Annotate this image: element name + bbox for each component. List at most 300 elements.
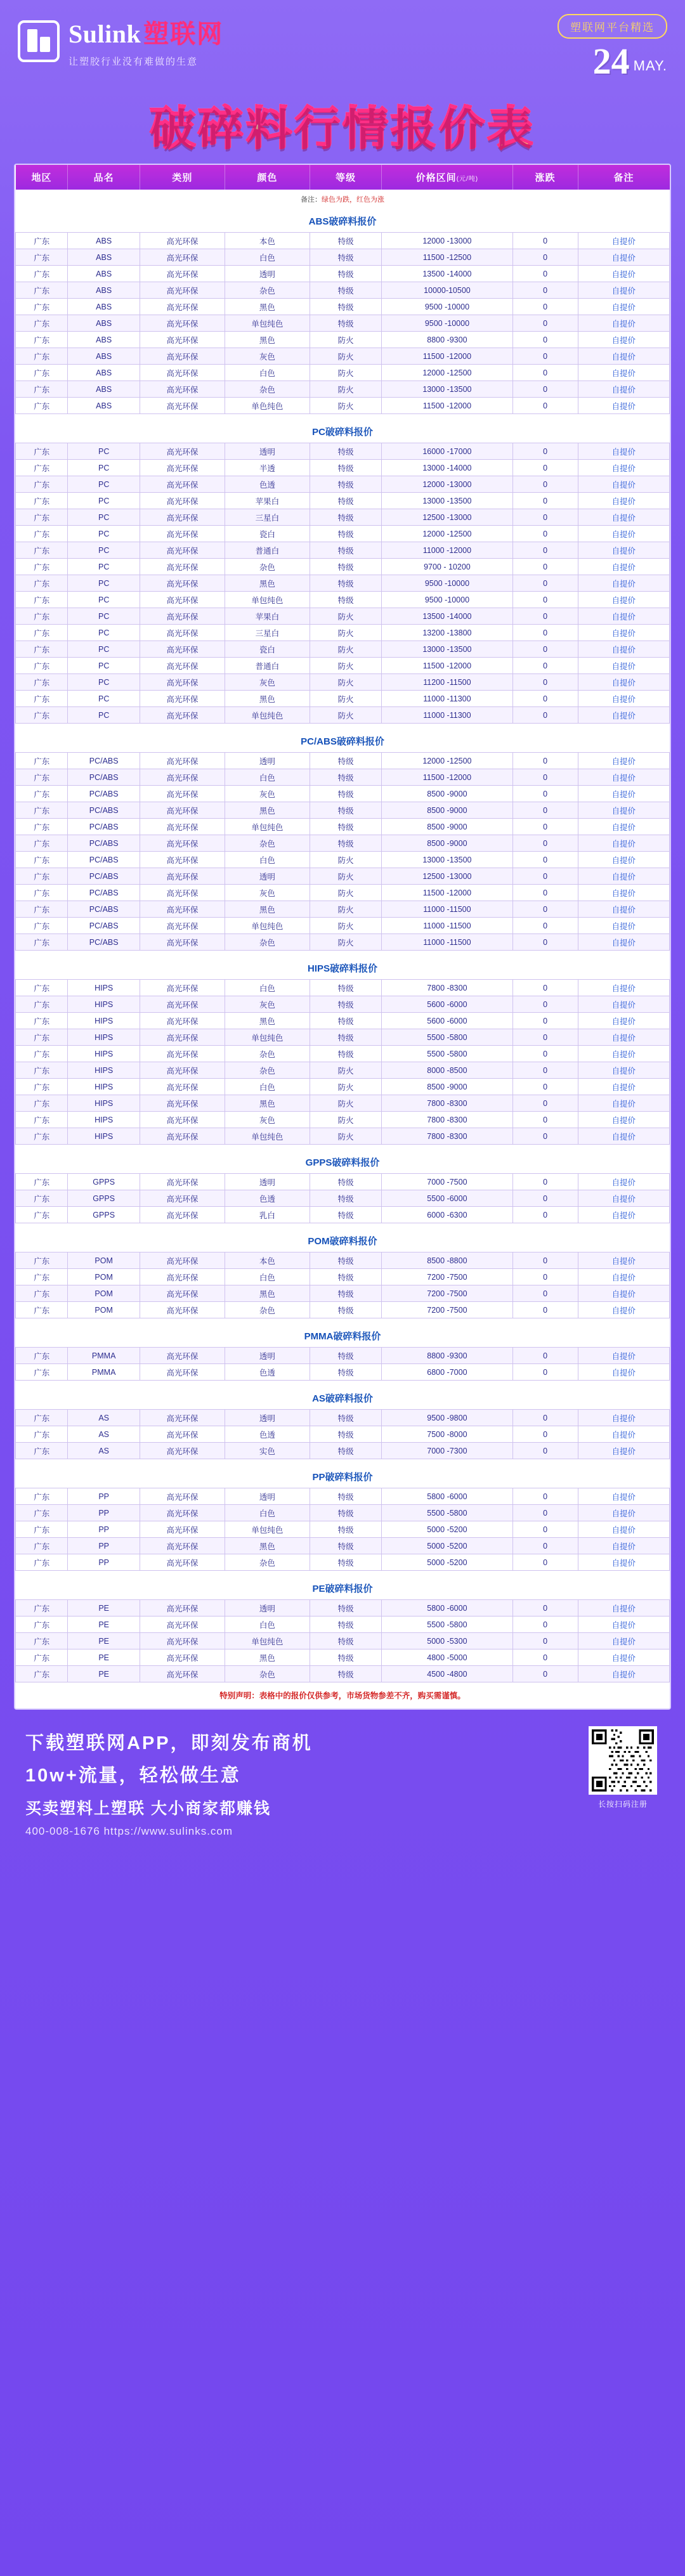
cell-region: 广东 [16, 542, 68, 559]
cell-grade: 防火 [310, 365, 381, 381]
cell-color: 白色 [225, 852, 310, 868]
cell-color: 黑色 [225, 1013, 310, 1029]
cell-cat: 高光环保 [140, 753, 225, 769]
cell-cat: 高光环保 [140, 1364, 225, 1381]
cell-link[interactable]: 自提价 [578, 381, 669, 398]
cell-link[interactable]: 自提价 [578, 443, 669, 460]
table-row[interactable] [16, 1649, 670, 1666]
table-row[interactable] [16, 1521, 670, 1538]
cell-link[interactable]: 自提价 [578, 1633, 669, 1649]
cell-link[interactable]: 自提价 [578, 674, 669, 691]
cell-link[interactable]: 自提价 [578, 493, 669, 509]
table-row[interactable] [16, 1046, 670, 1062]
table-row[interactable] [16, 1112, 670, 1128]
cell-region: 广东 [16, 1029, 68, 1046]
table-head [16, 165, 670, 190]
table-row[interactable] [16, 1207, 670, 1223]
cell-link[interactable]: 自提价 [578, 1410, 669, 1426]
cell-grade: 特级 [310, 1046, 381, 1062]
cell-cat: 高光环保 [140, 249, 225, 266]
table-row[interactable] [16, 1062, 670, 1079]
table-row[interactable] [16, 996, 670, 1013]
cell-link[interactable]: 自提价 [578, 980, 669, 996]
brand-text [68, 14, 223, 68]
cell-chg: 0 [512, 1521, 578, 1538]
table-row[interactable] [16, 707, 670, 724]
cell-link[interactable]: 自提价 [578, 1302, 669, 1318]
cell-grade: 防火 [310, 332, 381, 348]
cell-cat: 高光环保 [140, 559, 225, 575]
cell-region: 广东 [16, 1112, 68, 1128]
cell-link[interactable]: 自提价 [578, 1112, 669, 1128]
cell-cat: 高光环保 [140, 1029, 225, 1046]
cell-color: 白色 [225, 980, 310, 996]
cell-range: 11500 -12000 [382, 769, 512, 786]
cell-range: 11000 -12000 [382, 542, 512, 559]
table-row[interactable] [16, 1364, 670, 1381]
qr-block[interactable] [589, 1726, 657, 1809]
cell-range: 5000 -5200 [382, 1521, 512, 1538]
cell-grade: 特级 [310, 443, 381, 460]
table-row[interactable] [16, 1633, 670, 1649]
cell-region: 广东 [16, 835, 68, 852]
cell-brand: PP [68, 1538, 140, 1554]
cell-grade: 特级 [310, 1285, 381, 1302]
cell-chg: 0 [512, 348, 578, 365]
table-row[interactable] [16, 1079, 670, 1095]
cell-region: 广东 [16, 476, 68, 493]
table-row[interactable] [16, 819, 670, 835]
table-row[interactable] [16, 658, 670, 674]
cell-link[interactable]: 自提价 [578, 641, 669, 658]
cell-grade: 特级 [310, 1426, 381, 1443]
cell-range: 5600 -6000 [382, 1013, 512, 1029]
cell-link[interactable]: 自提价 [578, 1269, 669, 1285]
cell-chg: 0 [512, 266, 578, 282]
table-row[interactable] [16, 1600, 670, 1617]
cell-link[interactable]: 自提价 [578, 707, 669, 724]
table-row[interactable] [16, 559, 670, 575]
cell-grade: 特级 [310, 476, 381, 493]
cell-link[interactable]: 自提价 [578, 575, 669, 592]
cell-cat: 高光环保 [140, 1410, 225, 1426]
cell-range: 13000 -14000 [382, 460, 512, 476]
cell-link[interactable]: 自提价 [578, 608, 669, 625]
cell-grade: 防火 [310, 707, 381, 724]
table-row[interactable] [16, 885, 670, 901]
cell-link[interactable]: 自提价 [578, 1013, 669, 1029]
cell-range: 7500 -8000 [382, 1426, 512, 1443]
cell-link[interactable]: 自提价 [578, 476, 669, 493]
cell-color: 透明 [225, 1600, 310, 1617]
cell-color: 单包纯色 [225, 1521, 310, 1538]
cell-region: 广东 [16, 1364, 68, 1381]
cell-chg: 0 [512, 1554, 578, 1571]
table-row[interactable] [16, 802, 670, 819]
cell-brand: PC/ABS [68, 802, 140, 819]
cell-brand: PC/ABS [68, 901, 140, 918]
table-row[interactable] [16, 901, 670, 918]
cell-chg: 0 [512, 1207, 578, 1223]
cell-link[interactable]: 自提价 [578, 1348, 669, 1364]
cell-link[interactable]: 自提价 [578, 1046, 669, 1062]
cell-cat: 高光环保 [140, 1426, 225, 1443]
table-row[interactable] [16, 398, 670, 414]
cell-range: 13000 -13500 [382, 641, 512, 658]
table-row[interactable] [16, 299, 670, 315]
table-row[interactable] [16, 1554, 670, 1571]
section-spacer [16, 1459, 670, 1465]
cell-brand: PC/ABS [68, 769, 140, 786]
cell-color: 杂色 [225, 559, 310, 575]
cell-grade: 特级 [310, 835, 381, 852]
cell-link[interactable]: 自提价 [578, 332, 669, 348]
cell-range: 9500 -10000 [382, 315, 512, 332]
cell-chg: 0 [512, 315, 578, 332]
cell-cat: 高光环保 [140, 443, 225, 460]
table-row[interactable] [16, 348, 670, 365]
cell-chg: 0 [512, 559, 578, 575]
cell-grade: 特级 [310, 1443, 381, 1459]
cell-brand: PC [68, 575, 140, 592]
table-row[interactable] [16, 249, 670, 266]
cell-cat: 高光环保 [140, 526, 225, 542]
cell-link[interactable]: 自提价 [578, 753, 669, 769]
cell-cat: 高光环保 [140, 1443, 225, 1459]
cell-region: 广东 [16, 1348, 68, 1364]
cell-link[interactable]: 自提价 [578, 1649, 669, 1666]
table-row[interactable] [16, 575, 670, 592]
cell-chg: 0 [512, 1505, 578, 1521]
cell-link[interactable]: 自提价 [578, 868, 669, 885]
qr-code-icon[interactable] [589, 1726, 657, 1795]
cell-color: 黑色 [225, 1285, 310, 1302]
cell-range: 9500 -10000 [382, 575, 512, 592]
table-row[interactable] [16, 1617, 670, 1633]
cell-color: 黑色 [225, 575, 310, 592]
table-row[interactable] [16, 1666, 670, 1682]
table-row[interactable] [16, 1285, 670, 1302]
header-right [558, 14, 667, 82]
cell-brand: PC [68, 707, 140, 724]
table-row[interactable] [16, 608, 670, 625]
table-row[interactable] [16, 493, 670, 509]
cell-range: 11500 -12000 [382, 885, 512, 901]
cell-range: 11500 -12500 [382, 249, 512, 266]
table-row[interactable] [16, 443, 670, 460]
table-row[interactable] [16, 918, 670, 934]
cell-link[interactable]: 自提价 [578, 885, 669, 901]
cell-color: 普通白 [225, 658, 310, 674]
cell-chg: 0 [512, 233, 578, 249]
cell-range: 7000 -7500 [382, 1174, 512, 1190]
cell-brand: ABS [68, 332, 140, 348]
table-row[interactable] [16, 1538, 670, 1554]
cell-link[interactable]: 自提价 [578, 460, 669, 476]
cell-brand: POM [68, 1285, 140, 1302]
table-row[interactable] [16, 1426, 670, 1443]
cell-range: 12000 -12500 [382, 365, 512, 381]
cell-link[interactable]: 自提价 [578, 934, 669, 951]
table-row[interactable] [16, 1302, 670, 1318]
table-row[interactable] [16, 526, 670, 542]
cell-range: 5800 -6000 [382, 1488, 512, 1505]
table-row[interactable] [16, 691, 670, 707]
col-region: 地区 [16, 165, 68, 190]
table-row[interactable] [16, 233, 670, 249]
cell-link[interactable]: 自提价 [578, 1252, 669, 1269]
cell-link[interactable]: 自提价 [578, 526, 669, 542]
table-row[interactable] [16, 835, 670, 852]
cell-link[interactable]: 自提价 [578, 1207, 669, 1223]
cell-region: 广东 [16, 460, 68, 476]
table-row[interactable] [16, 1128, 670, 1145]
cell-link[interactable]: 自提价 [578, 1666, 669, 1682]
cell-link[interactable]: 自提价 [578, 1364, 669, 1381]
table-row[interactable] [16, 332, 670, 348]
cell-link[interactable]: 自提价 [578, 996, 669, 1013]
table-row[interactable] [16, 1095, 670, 1112]
cell-color: 半透 [225, 460, 310, 476]
cell-brand: PC/ABS [68, 852, 140, 868]
table-row[interactable] [16, 282, 670, 299]
cell-range: 5000 -5200 [382, 1554, 512, 1571]
cell-cat: 高光环保 [140, 266, 225, 282]
cell-link[interactable]: 自提价 [578, 1426, 669, 1443]
cell-link[interactable]: 自提价 [578, 852, 669, 868]
cell-link[interactable]: 自提价 [578, 901, 669, 918]
table-row[interactable] [16, 1252, 670, 1269]
table-row[interactable] [16, 1348, 670, 1364]
table-row[interactable] [16, 786, 670, 802]
cell-grade: 特级 [310, 1538, 381, 1554]
cell-region: 广东 [16, 1521, 68, 1538]
cell-brand: HIPS [68, 1062, 140, 1079]
cell-link[interactable]: 自提价 [578, 365, 669, 381]
cell-link[interactable]: 自提价 [578, 1600, 669, 1617]
cell-link[interactable]: 自提价 [578, 233, 669, 249]
cell-link[interactable]: 自提价 [578, 1062, 669, 1079]
cell-range: 8800 -9300 [382, 1348, 512, 1364]
table-row[interactable] [16, 1488, 670, 1505]
cell-color: 单包纯色 [225, 315, 310, 332]
cell-link[interactable]: 自提价 [578, 1174, 669, 1190]
cell-cat: 高光环保 [140, 835, 225, 852]
cell-link[interactable]: 自提价 [578, 691, 669, 707]
cell-link[interactable]: 自提价 [578, 1095, 669, 1112]
cell-color: 杂色 [225, 835, 310, 852]
cell-chg: 0 [512, 786, 578, 802]
cell-brand: PC [68, 559, 140, 575]
table-row[interactable] [16, 266, 670, 282]
table-row[interactable] [16, 769, 670, 786]
cell-region: 广东 [16, 1207, 68, 1223]
cell-link[interactable]: 自提价 [578, 249, 669, 266]
cell-cat: 高光环保 [140, 542, 225, 559]
table-row[interactable] [16, 592, 670, 608]
cell-brand: PP [68, 1554, 140, 1571]
cell-brand: PC [68, 509, 140, 526]
cell-link[interactable]: 自提价 [578, 1617, 669, 1633]
page-title: 破碎料行情报价表 [150, 91, 535, 157]
cell-grade: 特级 [310, 1666, 381, 1682]
cell-link[interactable]: 自提价 [578, 398, 669, 414]
cell-color: 灰色 [225, 786, 310, 802]
cell-link[interactable]: 自提价 [578, 1029, 669, 1046]
poster-footer [14, 1720, 671, 1852]
cell-region: 广东 [16, 1633, 68, 1649]
table-row[interactable] [16, 868, 670, 885]
cell-color: 杂色 [225, 1062, 310, 1079]
table-row[interactable] [16, 625, 670, 641]
table-row[interactable] [16, 1410, 670, 1426]
cell-color: 苹果白 [225, 493, 310, 509]
cell-grade: 特级 [310, 526, 381, 542]
table-row[interactable] [16, 753, 670, 769]
cell-region: 广东 [16, 1649, 68, 1666]
cell-brand: PE [68, 1633, 140, 1649]
cell-brand: PC/ABS [68, 786, 140, 802]
cell-chg: 0 [512, 1443, 578, 1459]
cell-range: 13000 -13500 [382, 852, 512, 868]
table-row[interactable] [16, 1443, 670, 1459]
cell-range: 11000 -11300 [382, 691, 512, 707]
table-row[interactable] [16, 365, 670, 381]
cell-chg: 0 [512, 493, 578, 509]
table-row[interactable] [16, 1505, 670, 1521]
cell-cat: 高光环保 [140, 1521, 225, 1538]
cell-brand: HIPS [68, 1112, 140, 1128]
cell-link[interactable]: 自提价 [578, 1505, 669, 1521]
cell-link[interactable]: 自提价 [578, 918, 669, 934]
cell-range: 7800 -8300 [382, 1128, 512, 1145]
cell-link[interactable]: 自提价 [578, 299, 669, 315]
cell-link[interactable]: 自提价 [578, 282, 669, 299]
table-row[interactable] [16, 980, 670, 996]
section-title-row: ABS破碎料报价 [16, 209, 670, 233]
cell-grade: 特级 [310, 996, 381, 1013]
cell-range: 16000 -17000 [382, 443, 512, 460]
cell-chg: 0 [512, 625, 578, 641]
cell-region: 广东 [16, 1443, 68, 1459]
cell-link[interactable]: 自提价 [578, 266, 669, 282]
cell-color: 苹果白 [225, 608, 310, 625]
section-spacer [16, 724, 670, 729]
cell-brand: PE [68, 1649, 140, 1666]
cell-link[interactable]: 自提价 [578, 835, 669, 852]
cell-brand: PC [68, 691, 140, 707]
cell-link[interactable]: 自提价 [578, 542, 669, 559]
cell-grade: 防火 [310, 868, 381, 885]
cell-link[interactable]: 自提价 [578, 509, 669, 526]
table-row[interactable] [16, 315, 670, 332]
cell-link[interactable]: 自提价 [578, 1285, 669, 1302]
cell-cat: 高光环保 [140, 1554, 225, 1571]
cell-link[interactable]: 自提价 [578, 819, 669, 835]
cell-color: 单包纯色 [225, 1029, 310, 1046]
cell-link[interactable]: 自提价 [578, 1128, 669, 1145]
cell-range: 7000 -7300 [382, 1443, 512, 1459]
cell-link[interactable]: 自提价 [578, 658, 669, 674]
cell-region: 广东 [16, 885, 68, 901]
table-row[interactable] [16, 542, 670, 559]
cell-color: 透明 [225, 868, 310, 885]
cell-chg: 0 [512, 398, 578, 414]
cell-link[interactable]: 自提价 [578, 1538, 669, 1554]
table-row[interactable] [16, 1013, 670, 1029]
table-row[interactable] [16, 381, 670, 398]
table-row[interactable] [16, 674, 670, 691]
cell-cat: 高光环保 [140, 1046, 225, 1062]
cell-cat: 高光环保 [140, 1128, 225, 1145]
table-row[interactable] [16, 1174, 670, 1190]
cell-region: 广东 [16, 1426, 68, 1443]
cell-brand: ABS [68, 365, 140, 381]
table-row[interactable] [16, 852, 670, 868]
cell-range: 13500 -14000 [382, 608, 512, 625]
cell-color: 本色 [225, 233, 310, 249]
cell-link[interactable]: 自提价 [578, 1190, 669, 1207]
cell-link[interactable]: 自提价 [578, 1521, 669, 1538]
cell-link[interactable]: 自提价 [578, 802, 669, 819]
cell-cat: 高光环保 [140, 348, 225, 365]
cell-cat: 高光环保 [140, 1666, 225, 1682]
cell-color: 色透 [225, 1426, 310, 1443]
cell-link[interactable]: 自提价 [578, 315, 669, 332]
table-row[interactable] [16, 1029, 670, 1046]
table-row[interactable] [16, 641, 670, 658]
date-day: 24 [592, 41, 630, 82]
cell-range: 8500 -9000 [382, 786, 512, 802]
cell-region: 广东 [16, 996, 68, 1013]
table-row[interactable] [16, 934, 670, 951]
cell-color: 单包纯色 [225, 918, 310, 934]
table-row[interactable] [16, 476, 670, 493]
cell-grade: 特级 [310, 1649, 381, 1666]
cell-range: 8500 -9000 [382, 835, 512, 852]
cell-link[interactable]: 自提价 [578, 1443, 669, 1459]
cell-link[interactable]: 自提价 [578, 769, 669, 786]
cell-link[interactable]: 自提价 [578, 1488, 669, 1505]
cell-chg: 0 [512, 868, 578, 885]
cell-color: 杂色 [225, 282, 310, 299]
table-row[interactable] [16, 460, 670, 476]
cell-region: 广东 [16, 1269, 68, 1285]
cell-link[interactable]: 自提价 [578, 786, 669, 802]
cell-grade: 防火 [310, 1112, 381, 1128]
cell-link[interactable]: 自提价 [578, 348, 669, 365]
cell-link[interactable]: 自提价 [578, 1079, 669, 1095]
cell-region: 广东 [16, 819, 68, 835]
cell-region: 广东 [16, 443, 68, 460]
cell-link[interactable]: 自提价 [578, 559, 669, 575]
cell-brand: PC [68, 658, 140, 674]
cell-link[interactable]: 自提价 [578, 625, 669, 641]
cell-brand: ABS [68, 398, 140, 414]
cell-region: 广东 [16, 1046, 68, 1062]
table-row[interactable] [16, 509, 670, 526]
cell-chg: 0 [512, 1174, 578, 1190]
cell-grade: 防火 [310, 381, 381, 398]
table-row[interactable] [16, 1190, 670, 1207]
table-row[interactable] [16, 1269, 670, 1285]
cell-brand: PC [68, 674, 140, 691]
cell-link[interactable]: 自提价 [578, 592, 669, 608]
cell-link[interactable]: 自提价 [578, 1554, 669, 1571]
cell-range: 5000 -5300 [382, 1633, 512, 1649]
cell-color: 灰色 [225, 885, 310, 901]
cell-grade: 特级 [310, 769, 381, 786]
